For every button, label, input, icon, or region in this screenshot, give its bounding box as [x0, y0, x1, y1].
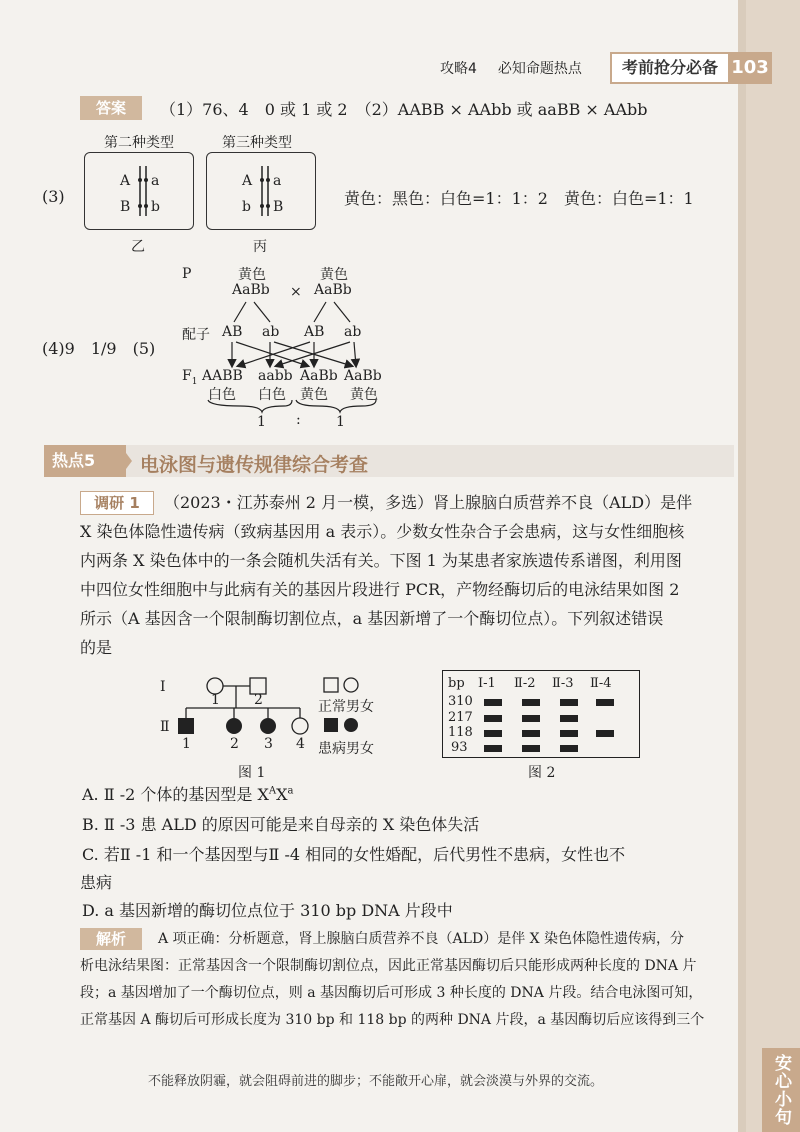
option-c-cont: 患病 — [80, 873, 113, 892]
gel-bands — [442, 670, 638, 756]
pedigree-II3-label: 3 — [264, 736, 273, 752]
footer-quote: 不能释放阴霾，就会阻碍前进的脚步；不能敞开心扉，就会淡漠与外界的交流。 — [148, 1074, 604, 1089]
band-II3-93 — [560, 745, 578, 752]
band-I1-93 — [484, 745, 502, 752]
band-I1-310 — [484, 699, 502, 706]
analysis-tag: 解析 — [80, 928, 142, 950]
offspring-pheno-1: 白色 — [208, 387, 236, 403]
pedigree-gen1: Ⅰ — [160, 679, 166, 695]
cell2-caption: 乙 — [131, 239, 145, 255]
offspring-geno-4: AaBb — [344, 368, 382, 384]
cell3-title: 第三种类型 — [222, 135, 292, 151]
cross-ratio-sep: : — [296, 412, 301, 428]
option-a[interactable]: A. Ⅱ -2 个体的基因型是 $X^AX^a$ — [82, 785, 294, 804]
cell3-allele-2: a — [273, 173, 282, 189]
gamete-label: 配子 — [182, 327, 210, 343]
gamete-2: ab — [262, 324, 280, 340]
side-tab: 安心小句 — [762, 1048, 800, 1132]
band-I1-118 — [484, 730, 502, 737]
band-II3-310 — [560, 699, 578, 706]
answer-ratio: 黄色：黑色：白色=1：1：2 黄色：白色=1：1 — [344, 189, 694, 208]
analysis-line-1: A 项正确：分析题意，肾上腺脑白质营养不良（ALD）是伴 X 染色体隐性遗传病，分 — [158, 931, 685, 947]
cross-ratio-right: 1 — [336, 414, 345, 430]
gel-bp-header: bp — [448, 676, 465, 691]
band-II2-217 — [522, 715, 540, 722]
band-I1-217 — [484, 715, 502, 722]
question-line-4: 中四位女性细胞中与此病有关的基因片段进行 PCR，产物经酶切后的电泳结果如图 2 — [80, 580, 680, 599]
hotspot-tag: 热点5 — [44, 445, 126, 477]
offspring-pheno-2: 白色 — [258, 387, 286, 403]
header-section: 攻略4 — [440, 61, 477, 77]
pedigree-II4 — [292, 718, 308, 734]
cell2-allele-2: a — [151, 173, 160, 189]
band-II3-118 — [560, 730, 578, 737]
gel-row-93: 93 — [451, 740, 468, 755]
question-line-5: 所示（A 基因含一个限制酶切割位点，a 基因新增了一个酶切位点）。下列叙述错误 — [80, 609, 664, 628]
gel-row-310: 310 — [448, 694, 473, 709]
right-margin-strip — [738, 0, 800, 1132]
page-number: 103 — [728, 52, 772, 84]
offspring-pheno-4: 黄色 — [350, 387, 378, 403]
answer-tag: 答案 — [80, 96, 142, 120]
pedigree-gen2: Ⅱ — [160, 719, 170, 735]
question-line-2: X 染色体隐性遗传病（致病基因用 a 表示）。少数女性杂合子会患病，这与女性细胞核 — [80, 522, 685, 541]
header-topic: 必知命题热点 — [497, 61, 582, 77]
figure2-caption: 图 2 — [528, 765, 556, 781]
band-II4-310 — [596, 699, 614, 706]
cell2-allele-4: b — [151, 199, 160, 215]
cell2-title: 第二种类型 — [104, 135, 174, 151]
gamete-3: AB — [304, 324, 325, 340]
figure1-caption: 图 1 — [238, 765, 266, 781]
parent1-phenotype: 黄色 — [238, 267, 266, 283]
answer-part3-label: (3) — [42, 187, 65, 206]
answer-part45: (4)9 1/9 (5) — [42, 339, 156, 358]
cross-p-label: P — [182, 266, 192, 282]
cell3-allele-3: b — [242, 199, 251, 215]
offspring-geno-2: aabb — [258, 368, 293, 384]
hotspot-title: 电泳图与遗传规律综合考查 — [140, 454, 369, 476]
legend-affected-male — [324, 718, 338, 732]
header-box: 考前抢分必备 — [610, 52, 730, 84]
gel-row-118: 118 — [448, 725, 473, 740]
gel-col-3: Ⅱ-3 — [552, 676, 574, 691]
gel-row-217: 217 — [448, 710, 473, 725]
gamete-4: ab — [344, 324, 362, 340]
legend-normal-female — [344, 678, 358, 692]
gamete-1: AB — [222, 324, 243, 340]
cross-times: × — [290, 284, 302, 300]
band-II4-118 — [596, 730, 614, 737]
legend-normal-male — [324, 678, 338, 692]
running-header — [440, 58, 582, 78]
cell3-allele-4: B — [273, 199, 284, 215]
question-line-1: （2023・江苏泰州 2 月一模，多选）肾上腺脑白质营养不良（ALD）是伴 — [164, 493, 693, 512]
parent2-phenotype: 黄色 — [320, 267, 348, 283]
pedigree-II3 — [260, 718, 276, 734]
gel-col-2: Ⅱ-2 — [514, 676, 536, 691]
pedigree-II2-label: 2 — [230, 736, 239, 752]
cell3-caption: 丙 — [253, 239, 267, 255]
legend-affected-female — [344, 718, 358, 732]
parent1-genotype: AaBb — [232, 282, 270, 298]
cross-ratio-left: 1 — [257, 414, 266, 430]
band-II2-118 — [522, 730, 540, 737]
option-c[interactable]: C. 若Ⅱ -1 和一个基因型与Ⅱ -4 相同的女性婚配，后代男性不患病，女性也不 — [82, 845, 626, 864]
analysis-line-4: 正常基因 A 酶切后可形成长度为 310 bp 和 118 bp 的两种 DNA 片段，a 基因酶切后应该得到三个 — [80, 1012, 705, 1028]
cell2-allele-3: B — [120, 199, 131, 215]
chromosome-diagrams — [84, 152, 324, 232]
question-line-3: 内两条 X 染色体中的一条会随机失活有关。下图 1 为某患者家族遗传系谱图，利用图 — [80, 551, 682, 570]
legend-affected-label: 患病男女 — [318, 741, 374, 757]
pedigree-I2-label: 2 — [254, 692, 263, 708]
option-b[interactable]: B. Ⅱ -3 患 ALD 的原因可能是来自母亲的 X 染色体失活 — [82, 815, 480, 834]
f1-label: $F_1$ — [182, 368, 198, 387]
pedigree-II1-label: 1 — [182, 736, 191, 752]
band-II3-217 — [560, 715, 578, 722]
pedigree-II2 — [226, 718, 242, 734]
question-line-6: 的是 — [80, 638, 113, 657]
answer-line-1: （1）76、4 0 或 1 或 2 （2）AABB × AAbb 或 aaBB × AAbb — [160, 100, 648, 119]
cell3-allele-1: A — [242, 173, 253, 189]
question-tag: 调研 1 — [80, 491, 154, 515]
parent2-genotype: AaBb — [314, 282, 352, 298]
hotspot-chevron-icon — [110, 445, 134, 477]
band-II2-93 — [522, 745, 540, 752]
legend-normal-label: 正常男女 — [318, 699, 374, 715]
analysis-line-3: 段；a 基因增加了一个酶切位点，则 a 基因酶切后可形成 3 种长度的 DNA 片段。结合电泳图可知， — [80, 985, 703, 1001]
gel-col-4: Ⅱ-4 — [590, 676, 612, 691]
cell2-allele-1: A — [120, 173, 131, 189]
offspring-pheno-3: 黄色 — [300, 387, 328, 403]
pedigree-I1-label: 1 — [211, 692, 220, 708]
offspring-geno-3: AaBb — [300, 368, 338, 384]
pedigree-II1 — [178, 718, 194, 734]
offspring-geno-1: AABB — [202, 368, 243, 384]
analysis-line-2: 析电泳结果图：正常基因含一个限制酶切割位点，因此正常基因酶切后只能形成两种长度的 DNA 片 — [80, 958, 697, 974]
option-d[interactable]: D. a 基因新增的酶切位点位于 310 bp DNA 片段中 — [82, 901, 453, 920]
band-II2-310 — [522, 699, 540, 706]
pedigree-II4-label: 4 — [296, 736, 305, 752]
gel-col-1: Ⅰ-1 — [478, 676, 496, 691]
